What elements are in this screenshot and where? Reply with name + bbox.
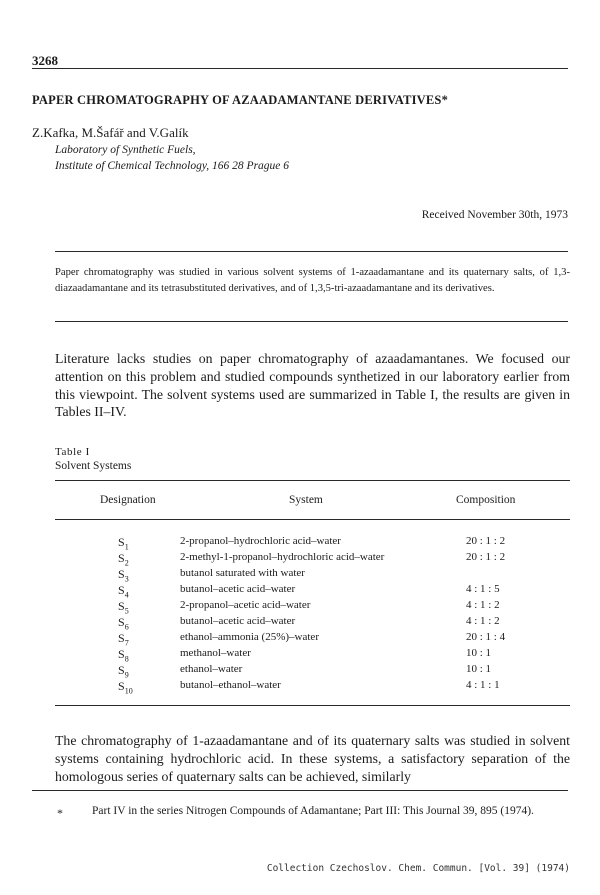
table-cell-composition: 10 : 1 bbox=[466, 663, 492, 675]
table-cell-designation: $S_5$ bbox=[118, 599, 129, 616]
table-cell-designation: $S_7$ bbox=[118, 631, 129, 648]
table-label: Table I bbox=[55, 446, 90, 458]
affiliation-line-2: Institute of Chemical Technology, 166 28 Prague 6 bbox=[55, 160, 290, 172]
table-header-system: System bbox=[289, 494, 323, 506]
table-header-designation: Designation bbox=[100, 494, 156, 506]
footnote-mark: * bbox=[57, 806, 63, 820]
affiliation-line-1: Laboratory of Synthetic Fuels, bbox=[55, 144, 196, 156]
header-rule bbox=[32, 68, 568, 69]
abstract-top-rule bbox=[55, 251, 568, 252]
received-date: Received November 30th, 1973 bbox=[421, 209, 568, 221]
table-row bbox=[0, 615, 600, 631]
table-bottom-rule bbox=[55, 705, 570, 706]
table-cell-composition: 20 : 1 : 2 bbox=[466, 551, 506, 563]
table-cell-composition: 10 : 1 bbox=[466, 647, 492, 659]
table-row bbox=[0, 663, 600, 679]
table-row bbox=[0, 679, 600, 695]
table-cell-system: 2-propanol–hydrochloric acid–water bbox=[180, 535, 341, 547]
table-cell-designation: $S_4$ bbox=[118, 583, 129, 600]
table-cell-composition: 4 : 1 : 5 bbox=[466, 583, 500, 595]
table-cell-system: ethanol–water bbox=[180, 663, 243, 675]
table-cell-system: butanol–acetic acid–water bbox=[180, 615, 296, 627]
journal-footer: Collection Czechoslov. Chem. Commun. [Vol. 39] (1974) bbox=[266, 863, 570, 874]
table-row bbox=[0, 631, 600, 647]
table-row bbox=[0, 567, 600, 583]
table-cell-designation: $S_8$ bbox=[118, 647, 129, 664]
table-cell-system: 2-methyl-1-propanol–hydrochloric acid–water bbox=[180, 551, 385, 563]
footnote-text: Part IV in the series Nitrogen Compounds of Adamantane; Part III: This Journal 39, 895 (1974). bbox=[92, 805, 534, 817]
article-title: PAPER CHROMATOGRAPHY OF AZAADAMANTANE DERIVATIVES* bbox=[32, 93, 449, 107]
table-row bbox=[0, 535, 600, 551]
authors: Z.Kafka, M.Šafář and V.Galík bbox=[32, 125, 189, 140]
table-cell-composition: 4 : 1 : 2 bbox=[466, 615, 500, 627]
table-cell-composition: 20 : 1 : 2 bbox=[466, 535, 506, 547]
abstract-bottom-rule bbox=[55, 321, 568, 322]
table-cell-designation: $S_1$ bbox=[118, 535, 129, 552]
table-top-rule bbox=[55, 480, 570, 481]
table-cell-system: methanol–water bbox=[180, 647, 251, 659]
footnote-rule bbox=[32, 790, 568, 791]
table-cell-system: butanol–acetic acid–water bbox=[180, 583, 296, 595]
abstract: Paper chromatography was studied in various solvent systems of 1-azaadamantane and its quaternary salts, of 1,3-diazaadamantane and its tetrasubstituted derivatives, and of 1,3,5-tri-azaadamantane and its derivatives. bbox=[55, 267, 570, 294]
table-cell-designation: $S_2$ bbox=[118, 551, 129, 568]
table-cell-composition: 4 : 1 : 1 bbox=[466, 679, 500, 691]
intro-paragraph: Literature lacks studies on paper chromatography of azaadamantanes. We focused our attention on this problem and studied compounds synthetized in our laboratory earlier from this viewpoint. The solvent systems used are summarized in Table I, the results are given in Tables II–IV. bbox=[55, 351, 570, 420]
table-row bbox=[0, 551, 600, 567]
table-cell-composition: 4 : 1 : 2 bbox=[466, 599, 500, 611]
table-cell-system: butanol–ethanol–water bbox=[180, 679, 281, 691]
page-number: 3268 bbox=[32, 53, 58, 68]
table-cell-designation: $S_{10}$ bbox=[118, 679, 133, 696]
table-header-rule bbox=[55, 519, 570, 520]
table-cell-composition: 20 : 1 : 4 bbox=[466, 631, 506, 643]
table-cell-system: ethanol–ammonia (25%)–water bbox=[180, 631, 319, 643]
table-row bbox=[0, 647, 600, 663]
table-cell-designation: $S_9$ bbox=[118, 663, 129, 680]
table-row bbox=[0, 599, 600, 615]
table-cell-designation: $S_3$ bbox=[118, 567, 129, 584]
table-cell-designation: $S_6$ bbox=[118, 615, 129, 632]
table-cell-system: butanol saturated with water bbox=[180, 567, 305, 579]
table-cell-system: 2-propanol–acetic acid–water bbox=[180, 599, 311, 611]
table-caption: Solvent Systems bbox=[55, 460, 132, 472]
table-row bbox=[0, 583, 600, 599]
body-paragraph: The chromatography of 1-azaadamantane and of its quaternary salts was studied in solvent systems containing hydrochloric acid. In these systems, a satisfactory separation of the homologous series of quaternary salts can be achieved, similarly bbox=[55, 733, 570, 784]
table-header-composition: Composition bbox=[456, 494, 516, 506]
